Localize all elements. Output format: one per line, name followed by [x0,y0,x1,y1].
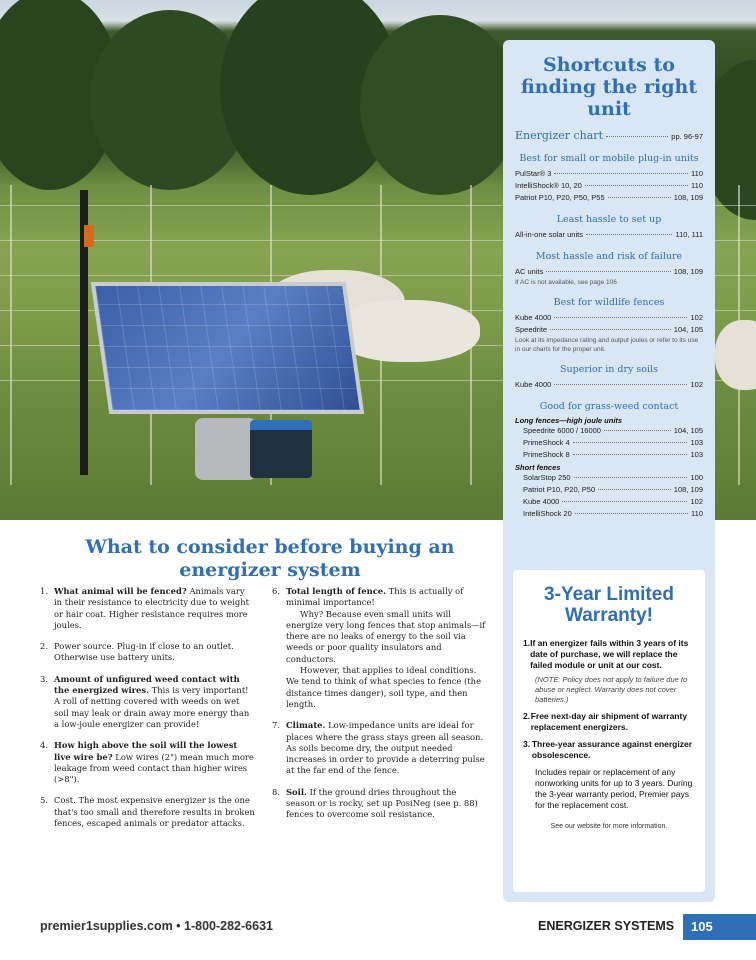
list-item: SolarStop 250 100 [523,473,703,482]
website-link[interactable]: See our website for more information. [550,823,668,830]
list-item: AC units 108, 109 [515,267,703,276]
list-item: PrimeShock 4 103 [523,438,703,447]
tree [360,15,520,195]
list-item: Patriot P10, P20, P50 108, 109 [523,485,703,494]
list-item: Speedrite 104, 105 [515,325,703,334]
list-item: Kube 4000 102 [515,380,703,389]
list-item: IntelliShock® 10, 20 110 [515,181,703,190]
article-column-right [272,586,487,831]
list-item: Speedrite 6000 / 16000 104, 105 [523,426,703,435]
group-subhead: Long fences—high joule units [515,416,623,425]
sheep [335,300,480,362]
post-cap [84,225,94,247]
section-heading: Least hassle to set up [556,214,662,225]
warranty-paragraph: Includes repair or replacement of any nonworking units for up to 3 years. During the 3-year warranty period, Premier pays for the replacement cost. [535,767,693,810]
list-item: 4. How high above the soil will the lowest live wire be? Low wires (2") mean much more leakage from weed contact than higher wires (>8"). [40,740,254,785]
footer-section-title: ENERGIZER SYSTEMS [538,919,675,933]
section-note: If AC is not available, see page 106 [515,279,617,286]
warranty-item: 3. Three-year assurance against energizer obsolescence. [523,739,693,760]
list-item: Kube 4000 102 [515,313,703,322]
warranty-item: 1. If an energizer fails within 3 years of its date of purchase, we will replace the failed module or unit at our cost. [523,638,689,670]
page-number: 105 [683,914,756,940]
article-column-left [40,586,255,839]
article-title: What to consider before buying an energizer system [85,536,455,581]
sidebar-title: Shortcuts to finding the right unit [520,54,698,120]
list-item: All-in-one solar units 110, 111 [515,230,703,239]
list-item: PulStar® 3 110 [515,169,703,178]
section-heading: Best for small or mobile plug-in units [519,153,699,164]
list-item: 3. Amount of unfigured weed contact with the energized wires. This is very important! A roll of netting covered with weeds on wet soil may leak or drain away more energy than a low-joule energizer can provide! [40,673,250,729]
warranty-note: (NOTE: Policy does not apply to failure due to abuse or neglect. Warranty does not cover batteries.) [535,675,688,704]
section-note: Look at its impedance rating and output joules or refer to its use in our charts for the proper unit. [515,337,699,353]
list-item: 7. Climate. Low-impedance units are ideal for places where the grass stays green all season. As soils become dry, the output needed increases in order to provide a deterring pulse at the far end of the fence. [272,720,485,776]
list-item: Patriot P10, P20, P50, P55 108, 109 [515,193,703,202]
section-heading: Superior in dry soils [560,364,658,375]
section-heading: Good for grass-weed contact [539,401,679,412]
list-item: 1. What animal will be fenced? Animals vary in their resistance to electricity due to weight or hair coat. Higher resistance requires more joules. [40,586,249,630]
battery [195,418,257,480]
group-subhead: Short fences [515,463,561,472]
section-heading: Best for wildlife fences [553,297,665,308]
warranty-item: 2. Free next-day air shipment of warranty replacement energizers. [523,711,688,732]
footer-contact[interactable]: premier1supplies.com • 1-800-282-6631 [40,919,273,933]
energizer-chart-link[interactable]: Energizer chart pp. 96-97 [515,129,703,142]
list-item: IntelliShock 20 110 [523,509,703,518]
warranty-card [513,570,705,892]
solar-panel [91,282,365,414]
list-item: 5. Cost. The most expensive energizer is the one that's too small and therefore results in broken fences, escaped animals or predator attacks. [40,795,255,829]
sheep [715,320,756,390]
energizer-unit [250,420,312,478]
warranty-title: 3-Year Limited Warranty! [544,584,674,626]
list-item: 8. Soil. If the ground dries throughout the season or is rocky, set up PosiNeg (see p. 88) fences to overcome soil resistance. [272,786,478,820]
list-item: 6. Total length of fence. This is actually of minimal importance! Why? Because even small units will energize very long fences that stop animals—if there are no leaks of energy to the soil via weeds or poor quality insulators and conductors. However, that applies to ideal conditions. We tend to think of what species to fence (the distance times danger), soil type, and then length. [272,586,486,709]
list-item: PrimeShock 8 103 [523,450,703,459]
section-heading: Most hassle and risk of failure [535,251,683,262]
shortcuts-sidebar [503,40,715,902]
list-item: Kube 4000 102 [523,497,703,506]
list-item: 2. Power source. Plug-in if close to an outlet. Otherwise use battery units. [40,641,234,663]
